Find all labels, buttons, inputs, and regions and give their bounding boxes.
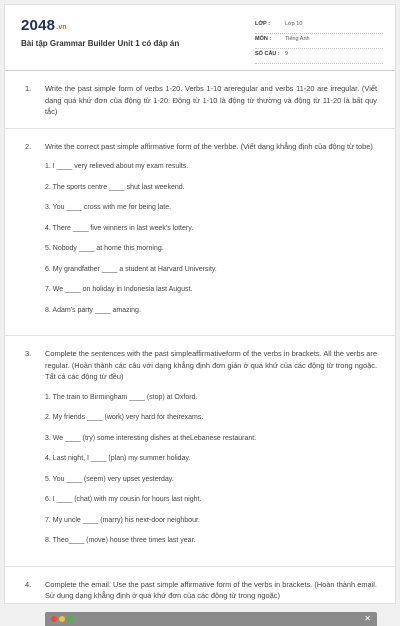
worksheet-page	[4, 4, 396, 623]
question-item: 5. You ____ (seem) very upset yesterday.	[45, 475, 174, 483]
question-prompt: Write the correct past simple affirmative form of the verbbe. (Viết dạng khẳng định của động từ tobe)	[45, 141, 373, 151]
question-item: 2. The sports centre ____ shut last weekend.	[45, 183, 185, 191]
meta-row-count	[255, 49, 383, 64]
question-prompt: Complete the sentences with the past simpleaffirmativeform of the verbs in brackets. All the verbs are regular. (Hoàn thành các câu với dạng khẳng định đơn giản ở quá khứ của các động từ trong ngoặc. Tất cả các động từ đều)	[45, 349, 377, 381]
question-prompt: Write the past simple form of verbs 1-20. Verbs 1-10 areregular and verbs 11-20 are irregular. (Viết dạng quá khứ đơn của động từ 1-20. Động từ 1-10 là động từ thường và động từ 11-20 là bất quy tắc)	[45, 84, 377, 116]
meta-table	[255, 19, 383, 64]
meta-value: Lớp 10	[285, 21, 303, 27]
question-item: 5. Nobody ____ at home this morning.	[45, 245, 164, 252]
document-title: Bài tập Grammar Builder Unit 1 có đáp án	[21, 39, 180, 48]
question-item: 3. We ____ (try) some interesting dishes at theLebanese restaurant.	[45, 434, 257, 442]
divider	[5, 128, 395, 129]
question-item: 3. You ____ cross with me for being late.	[45, 204, 172, 211]
question-item: 1. The train to Birmingham ____ (stop) at Oxford.	[45, 393, 198, 401]
question-item: 7. My uncle ____ (marry) his next-door neighbour.	[45, 516, 200, 524]
question-3	[25, 348, 377, 556]
question-number: 1.	[25, 84, 32, 93]
window-maximize-dot-icon	[67, 616, 73, 622]
question-number: 2.	[25, 141, 32, 151]
question-number: 4.	[25, 579, 32, 589]
question-item: 8. Adam's party ____ amazing.	[45, 306, 141, 314]
question-4	[25, 579, 377, 602]
question-item: 1. I ____ very relieved about my exam results.	[45, 163, 189, 170]
meta-row-subject	[255, 34, 383, 49]
question-item: 7. We ____ on holiday in Indonesia last August.	[45, 286, 193, 293]
question-item: 6. My grandfather ____ a student at Harvard University.	[45, 265, 217, 273]
question-item: 4. There ____ five winners in last week's lottery.	[45, 224, 194, 232]
meta-label: LỚP :	[255, 21, 270, 27]
document-header	[5, 5, 395, 71]
meta-value: Tiếng Anh	[285, 36, 310, 42]
window-minimize-dot-icon	[59, 616, 65, 622]
meta-value: 9	[285, 51, 289, 57]
question-number: 3.	[25, 349, 32, 358]
logo-main: 2048	[21, 17, 56, 34]
meta-label: MÔN :	[255, 36, 272, 42]
question-item: 2. My friends ____ (work) very hard for theirexams.	[45, 414, 204, 421]
divider	[5, 335, 395, 336]
question-prompt: Complete the email. Use the past simple affirmative form of the verbs in brackets. (Hoàn thành email. Sử dụng dạng khẳng định ở quá khứ đơn của các động từ trong ngoặc)	[45, 579, 377, 600]
question-2	[25, 141, 377, 326]
question-items	[45, 161, 377, 325]
divider	[5, 566, 395, 567]
meta-label: SỐ CÂU :	[255, 51, 280, 57]
question-1	[25, 83, 377, 118]
questions-container	[5, 71, 395, 626]
question-item: 6. I ____ (chat) with my cousin for hours last night.	[45, 496, 202, 503]
meta-row-class	[255, 19, 383, 34]
question-item: 8. Theo____ (move) house three times last year.	[45, 537, 196, 544]
question-item: 4. Last night, I ____ (plan) my summer holiday.	[45, 455, 191, 462]
close-icon[interactable]: ✕	[364, 613, 371, 623]
question-items	[45, 392, 377, 556]
window-close-dot-icon	[51, 616, 57, 622]
email-window-bar	[45, 612, 377, 626]
logo-suffix: .vn	[56, 24, 67, 31]
